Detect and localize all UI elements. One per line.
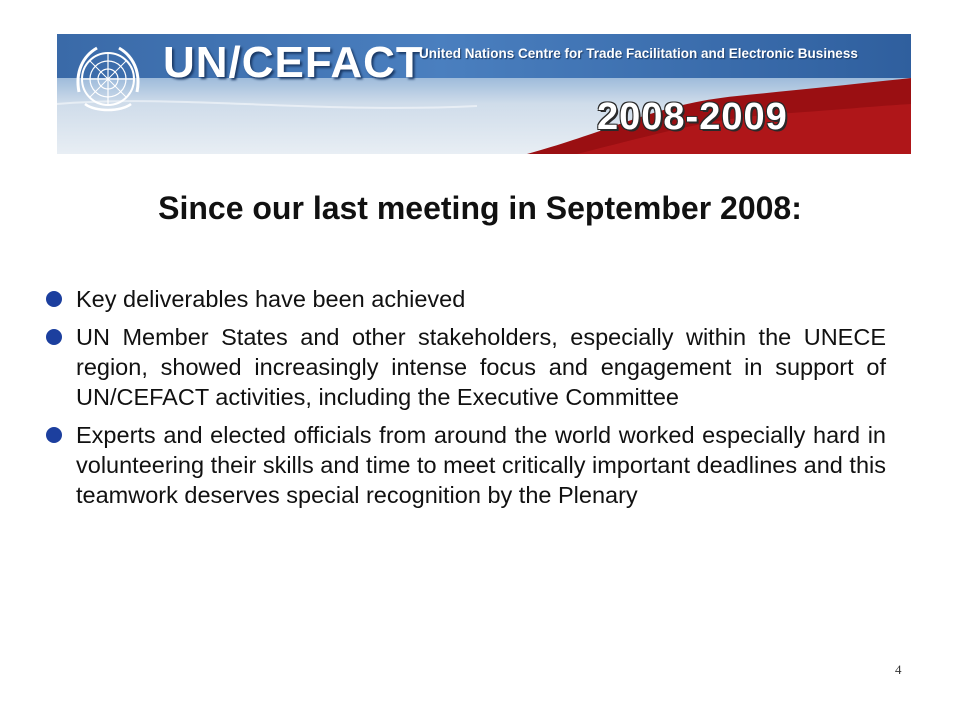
un-emblem-icon [71,42,145,116]
bullet-list [46,284,886,518]
years-label: 2008-2009 [597,96,788,138]
page-number: 4 [895,662,902,677]
bullet-dot-icon [46,291,62,307]
bullet-item [46,420,886,510]
brand-logo-text: UN/CEFACT [163,38,424,87]
organization-name: United Nations Centre for Trade Facilitation and Electronic Business [419,46,858,61]
bullet-dot-icon [46,329,62,345]
bullet-item [46,284,886,314]
bullet-dot-icon [46,427,62,443]
bullet-item [46,322,886,412]
bullet-text: Key deliverables have been achieved [76,286,466,312]
slide-title: Since our last meeting in September 2008: [158,190,802,226]
bullet-text: Experts and elected officials from around the world worked especially hard in volunteering their skills and time to meet critically important deadlines and this teamwork deserves special recognition by the Plenary [76,422,886,508]
header-banner [57,34,911,154]
bullet-text: UN Member States and other stakeholders, especially within the UNECE region, showed increasingly intense focus and engagement in support of UN/CEFACT activities, including the Executive Committee [76,324,886,410]
